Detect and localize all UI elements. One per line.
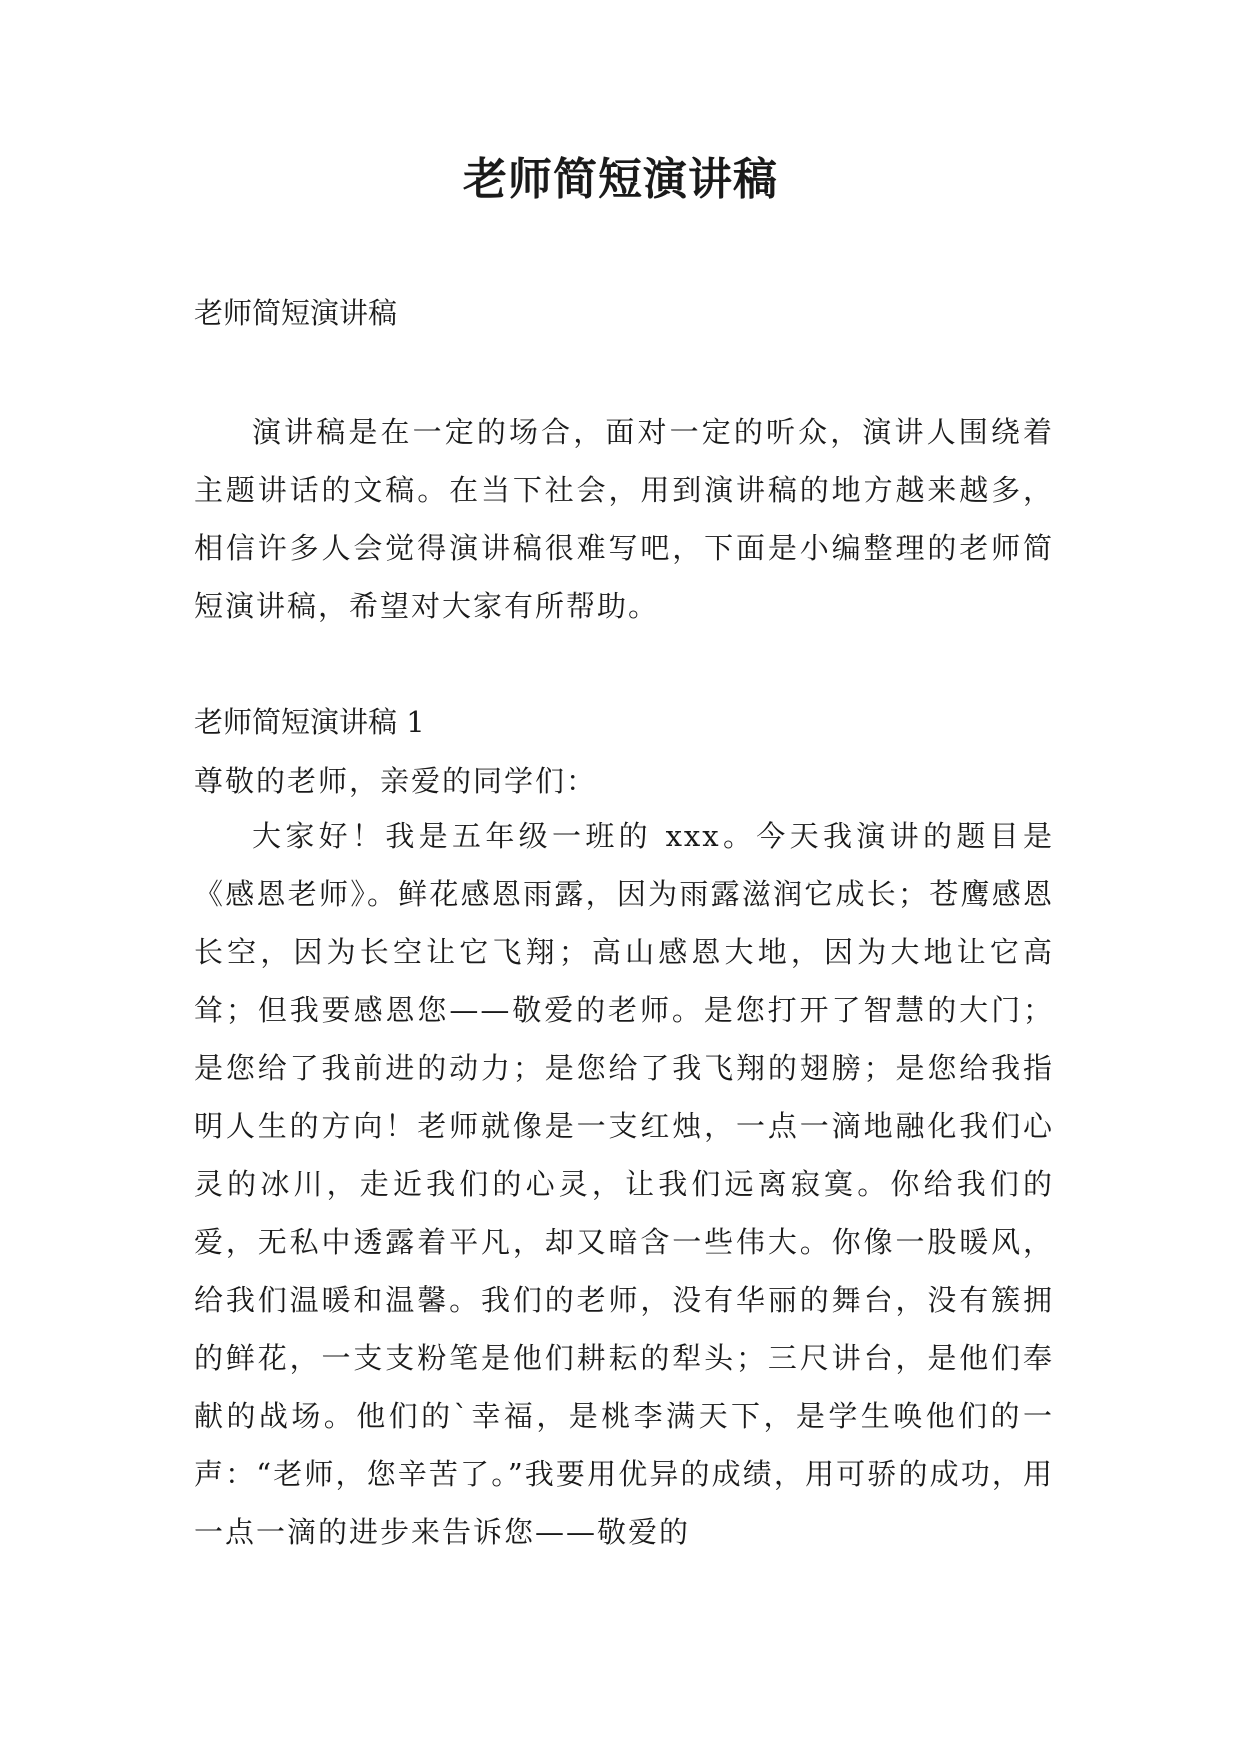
document-title: 老师简短演讲稿 <box>463 154 778 205</box>
document-subtitle: 老师简短演讲稿 <box>194 296 398 330</box>
section-heading-1: 老师简短演讲稿 1 <box>194 705 425 739</box>
speech-body-paragraph: 大家好！我是五年级一班的 xxx。今天我演讲的题目是《感恩老师》。鲜花感恩雨露，因为雨露滋润它成长；苍鹰感恩长空，因为长空让它飞翔；高山感恩大地，因为大地让它高耸；但我要感恩您——敬爱的老师。是您打开了智慧的大门；是您给了我前进的动力；是您给了我飞翔的翅膀；是您给我指明人生的方向！老师就像是一支红烛，一点一滴地融化我们心灵的冰川，走近我们的心灵，让我们远离寂寞。你给我们的爱，无私中透露着平凡，却又暗含一些伟大。你像一股暖风，给我们温暖和温馨。我们的老师，没有华丽的舞台，没有簇拥的鲜花，一支支粉笔是他们耕耘的犁头；三尺讲台，是他们奉献的战场。他们的`幸福，是桃李满天下，是学生唤他们的一声：“老师，您辛苦了。”我要用优异的成绩，用可骄的成功，用一点一滴的进步来告诉您——敬爱的 <box>194 819 1054 1549</box>
salutation: 尊敬的老师，亲爱的同学们： <box>194 764 598 798</box>
intro-paragraph: 演讲稿是在一定的场合，面对一定的听众，演讲人围绕着主题讲话的文稿。在当下社会，用到演讲稿的地方越来越多，相信许多人会觉得演讲稿很难写吧，下面是小编整理的老师简短演讲稿，希望对大家有所帮助。 <box>194 415 1054 623</box>
